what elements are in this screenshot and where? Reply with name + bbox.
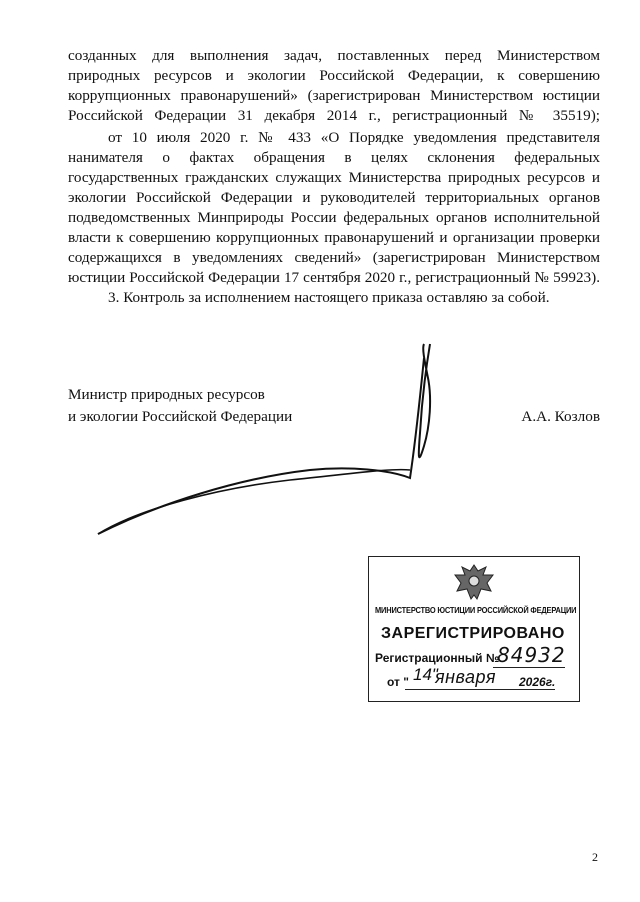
stamp-ministry-name: МИНИСТЕРСТВО ЮСТИЦИИ РОССИЙСКОЙ ФЕДЕРАЦИИ — [375, 605, 577, 615]
signatory-name: А.А. Козлов — [521, 408, 600, 425]
stamp-date-day: 14" — [413, 665, 438, 684]
stamp-date-year: 2026г. — [519, 675, 556, 689]
signatory-title-line1: Министр природных ресурсов — [68, 386, 265, 403]
stamp-registration-number: 84932 — [497, 643, 566, 667]
page-number: 2 — [592, 850, 598, 864]
stamp-date-month: января — [435, 667, 496, 687]
handwritten-signature — [80, 338, 440, 538]
coat-of-arms-icon — [451, 561, 497, 603]
stamp-registered-label: ЗАРЕГИСТРИРОВАНО — [381, 625, 565, 642]
paragraph-prev-order-continuation: созданных для выполнения задач, поставленных перед Министерством природных ресурсов и экологии Российской Федерации, к совершению коррупционных правонарушений» (зарегистрирован Министерством юстиции Российской Федерации 31 декабря 2014 г., регистрационный № 35519); — [68, 47, 600, 124]
signatory-title-line2: и экологии Российской Федерации — [68, 408, 293, 425]
stamp-date-underline — [405, 689, 555, 690]
stamp-registration-number-label: Регистрационный № — [375, 651, 500, 665]
paragraph-control-clause: 3. Контроль за исполнением настоящего приказа оставляю за собой. — [108, 289, 550, 306]
stamp-number-underline — [493, 667, 565, 668]
paragraph-order-433: от 10 июля 2020 г. № 433 «О Порядке уведомления представителя нанимателя о фактах обращения в целях склонения федеральных государственных гражданских служащих Министерства природных ресурсов и экологии Российской Федерации и руководителей территориальных органов подведомственных Минприроды России федеральных органов исполнительной власти к совершению коррупционных правонарушений и организации проверки содержащихся в уведомлениях сведений» (зарегистрирован Министерством юстиции Российской Федерации 17 сентября 2020 г., регистрационный № 59923). — [68, 129, 600, 286]
stamp-date-prefix: от " — [387, 675, 409, 689]
registration-stamp — [368, 556, 580, 702]
signatory-title — [68, 384, 292, 428]
